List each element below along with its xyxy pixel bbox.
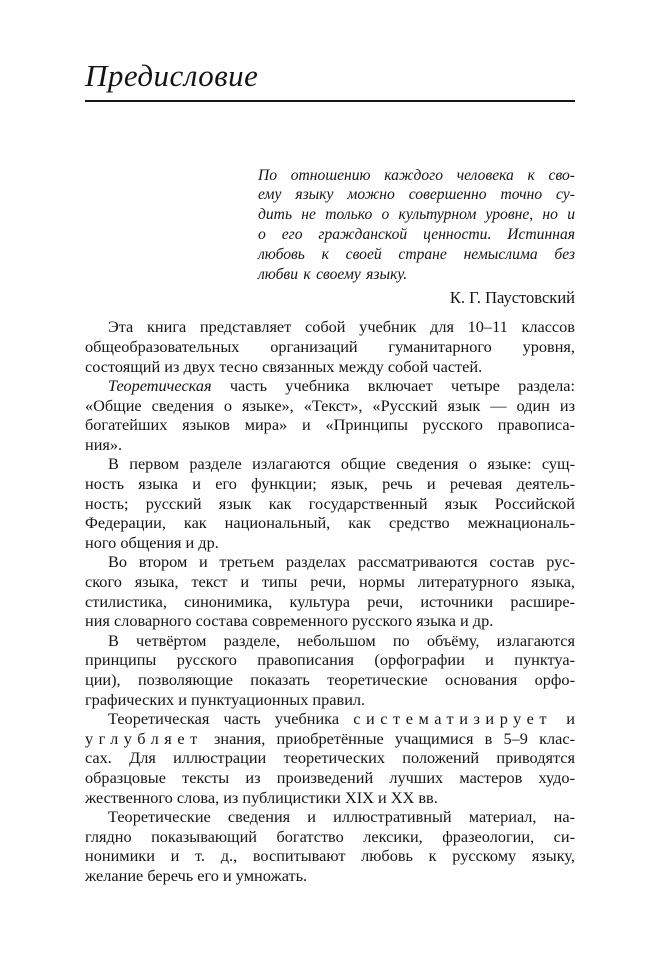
text-line: В первом разделе излагаются общие сведения о языке: сущ-	[108, 454, 575, 474]
paragraph	[85, 709, 575, 807]
text-line: принципы русского правописания (орфографии и пунктуа-	[85, 650, 575, 670]
text-line: дить не только о культурном уровне, но и	[258, 206, 575, 224]
text-line: жественного слова, из публицистики XIX и XX вв.	[85, 787, 438, 807]
epigraph-attribution: К. Г. Паустовский	[449, 288, 575, 308]
paragraph	[85, 317, 575, 376]
text-line: графических и пунктуационных правил.	[85, 689, 366, 709]
paragraph	[85, 552, 575, 630]
text-line: ния словарного состава современного русского языка и др.	[85, 611, 494, 631]
text-line: Федерации, как национальный, как средство межнациональ-	[85, 513, 575, 533]
paragraph	[85, 631, 575, 709]
body-text	[85, 317, 575, 885]
epigraph	[258, 166, 575, 285]
text-line: сах. Для иллюстрации теоретических положений приводятся	[85, 748, 575, 768]
text-line: любовь к своей стране немыслима без	[258, 245, 575, 263]
title-rule	[85, 100, 575, 102]
text-line: о его гражданской ценности. Истинная	[258, 225, 575, 243]
text-line: ного общения и др.	[85, 532, 219, 552]
text-line: В четвёртом разделе, небольшом по объёму, излагаются	[108, 630, 575, 650]
text-line: Эта книга представляет собой учебник для 10–11 классов	[108, 317, 575, 337]
text-line: Теоретическая часть учебника включает четыре раздела:	[108, 376, 575, 396]
text-line: Теоретическая часть учебника систематизирует и	[108, 709, 575, 729]
text-line: желание беречь его и умножать.	[85, 865, 308, 885]
text-line: образцовые тексты из произведений лучших мастеров худо-	[85, 767, 575, 787]
text-line: общеобразовательных организаций гуманитарного уровня,	[85, 336, 575, 356]
paragraph	[85, 807, 575, 885]
text-line: любви к своему языку.	[258, 265, 408, 283]
text-line: ность; русский язык как государственный язык Российской	[85, 493, 575, 513]
text-line: состоящий из двух тесно связанных между собой частей.	[85, 356, 483, 376]
text-line: богатейших языков мира» и «Принципы русского правописа-	[85, 415, 575, 435]
text-line: нонимики и т. д., воспитывают любовь к русскому языку,	[85, 846, 575, 866]
paragraph	[85, 454, 575, 552]
text-line: ность языка и его функции; язык, речь и речевая деятель-	[85, 474, 575, 494]
text-line: ему языку можно совершенно точно су-	[258, 186, 575, 204]
text-line: глядно показывающий богатство лексики, фразеологии, си-	[85, 826, 575, 846]
text-line: По отношению каждого человека к сво-	[258, 166, 575, 184]
page-title: Предисловие	[85, 58, 259, 93]
text-line: «Общие сведения о языке», «Текст», «Русский язык — один из	[85, 395, 575, 415]
text-line: ния».	[85, 434, 123, 454]
text-line: Теоретические сведения и иллюстративный материал, на-	[108, 807, 575, 827]
text-line: углубляет знания, приобретённые учащимися в 5–9 клас-	[85, 728, 575, 748]
paragraph	[85, 376, 575, 454]
text-line: ции), позволяющие показать теоретические основания орфо-	[85, 670, 575, 690]
text-line: Во втором и третьем разделах рассматриваются состав рус-	[108, 552, 575, 572]
text-line: стилистика, синонимика, культура речи, источники расшире-	[85, 591, 575, 611]
text-line: ского языка, текст и типы речи, нормы литературного языка,	[85, 572, 575, 592]
